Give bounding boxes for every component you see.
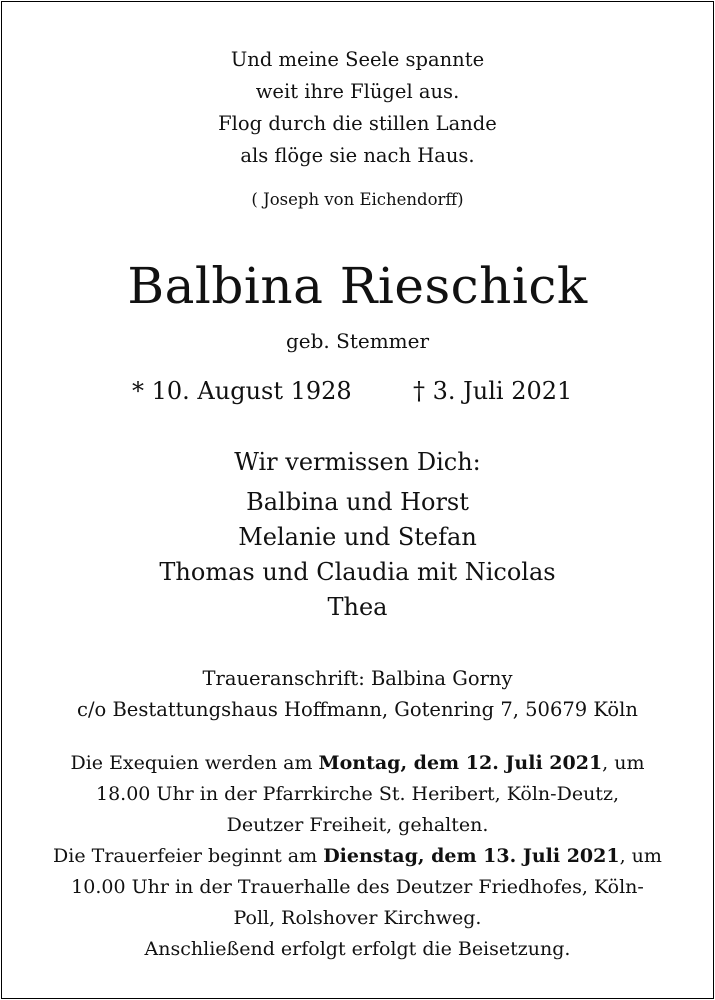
address-line: Traueranschrift: Balbina Gorny xyxy=(202,667,513,690)
mourners-list xyxy=(0,485,715,625)
trauerfeier-line xyxy=(0,841,715,872)
service-details xyxy=(0,748,715,965)
mourner-name: Thea xyxy=(327,593,388,621)
poem-line: Und meine Seele spannte xyxy=(230,48,485,71)
mourner-name: Thomas und Claudia mit Nicolas xyxy=(159,558,556,586)
address-line: c/o Bestattungshaus Hoffmann, Gotenring 7, 50679 Köln xyxy=(77,698,638,721)
exequien-line xyxy=(0,748,715,779)
exequien-line: 18.00 Uhr in der Pfarrkirche St. Heribert, Köln-Deutz, xyxy=(96,783,619,805)
exequien-text: , um xyxy=(602,752,645,774)
exequien-text: Die Exequien werden am xyxy=(70,752,319,774)
poem-author: ( Joseph von Eichendorff) xyxy=(251,190,464,209)
trauerfeier-date: Dienstag, dem 13. Juli 2021 xyxy=(323,845,620,867)
exequien-line: Deutzer Freiheit, gehalten. xyxy=(226,814,489,836)
deceased-name: Balbina Rieschick xyxy=(127,257,588,315)
trauerfeier-text: , um xyxy=(619,845,662,867)
trauerfeier-line: Poll, Rolshover Kirchweg. xyxy=(233,907,482,929)
death-date: † 3. Juli 2021 xyxy=(413,377,573,405)
trauerfeier-line: 10.00 Uhr in der Trauerhalle des Deutzer Friedhofes, Köln- xyxy=(71,876,644,898)
poem-line: weit ihre Flügel aus. xyxy=(255,80,460,103)
mourner-name: Melanie und Stefan xyxy=(238,523,477,551)
birth-date: * 10. August 1928 xyxy=(132,377,352,405)
mourners-heading: Wir vermissen Dich: xyxy=(234,448,481,476)
mourning-address xyxy=(0,663,715,725)
poem xyxy=(0,44,715,172)
exequien-date: Montag, dem 12. Juli 2021 xyxy=(318,752,603,774)
birth-name: geb. Stemmer xyxy=(285,329,430,353)
poem-line: als flöge sie nach Haus. xyxy=(240,144,475,167)
poem-line: Flog durch die stillen Lande xyxy=(218,112,497,135)
trauerfeier-text: Die Trauerfeier beginnt am xyxy=(53,845,324,867)
mourner-name: Balbina und Horst xyxy=(246,488,469,516)
closing-line: Anschließend erfolgt erfolgt die Beisetzung. xyxy=(144,938,571,960)
